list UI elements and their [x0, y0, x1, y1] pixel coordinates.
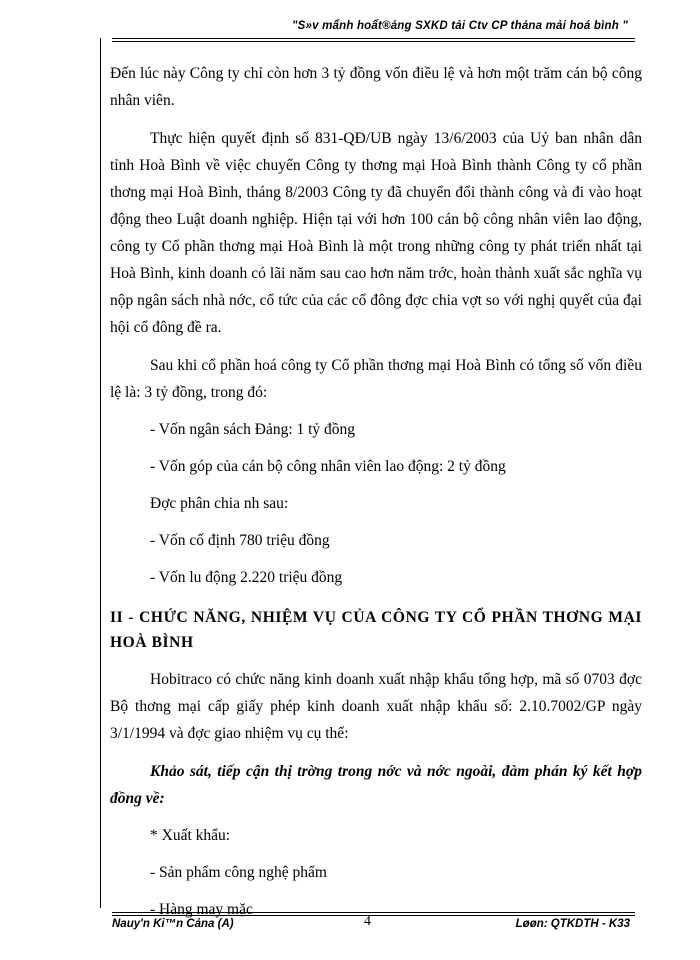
header-rule-thin — [112, 41, 635, 42]
header-rule — [112, 38, 635, 39]
left-margin-line — [100, 38, 101, 908]
page-number: 4 — [364, 914, 371, 929]
footer-rule-thin — [112, 915, 635, 916]
list-item: Đợc phân chia nh sau: — [150, 495, 289, 512]
footer-author: Nauy'n Ki™n Cảna (A) — [112, 918, 234, 930]
paragraph-4: Hobitraco có chức năng kinh doanh xuất nhập khẩu tổng hợp, mã số 0703 đợc Bộ thơng mại cấp giấy phép kinh doanh xuất nhập khẩu số: 2.10.7002/GP ngày 3/1/1994 và đợc giao nhiệm vụ cụ thể: — [110, 671, 642, 742]
paragraph-1: Đến lúc này Công ty chỉ còn hơn 3 tỷ đồng vốn điều lệ và hơn một trăm cán bộ công nhân viên. — [110, 65, 642, 109]
list-item: - Vốn lu động 2.220 triệu đồng — [150, 569, 343, 586]
list-item: - Sản phẩm công nghệ phẩm — [150, 864, 327, 881]
paragraph-3: Sau khi cổ phần hoá công ty Cổ phần thơng mại Hoà Bình có tổng số vốn điều lệ là: 3 tỷ đồng, trong đó: — [110, 357, 642, 401]
list-item: - Vốn góp của cán bộ công nhân viên lao động: 2 tỷ đồng — [150, 458, 506, 475]
paragraph-5: Khảo sát, tiếp cận thị trờng trong nớc và nớc ngoài, đàm phán ký kết hợp đồng về: — [110, 763, 642, 807]
footer-rule — [112, 912, 635, 913]
list-item: * Xuất khẩu: — [150, 827, 231, 844]
footer-class: Løøn: QTKDTH - K33 — [515, 918, 630, 930]
paragraph-2: Thực hiện quyết định số 831-QĐ/UB ngày 13/6/2003 của Uỷ ban nhân dân tỉnh Hoà Bình về việc chuyển Công ty thơng mại Hoà Bình thành Công ty cổ phần thơng mại Hoà Bình, tháng 8/2003 Công ty đã chuyển đổi thành công và đi vào hoạt động theo Luật doanh nghiệp. Hiện tại với hơn 100 cán bộ công nhân viên lao động, công ty Cổ phần thơng mại Hoà Bình là một trong những công ty phát triển nhất tại Hoà Bình, kinh doanh có lãi năm sau cao hơn năm trớc, hoàn thành xuất sắc nghĩa vụ nộp ngân sách nhà nớc, cổ tức của các cổ đông đợc chia vợt so với nghị quyết của đại hội cổ đông đề ra. — [110, 130, 642, 336]
list-item: - Vốn cố định 780 triệu đồng — [150, 532, 330, 549]
running-header: "S»v mẩnh hoẩt®ảng SXKD tải Ctv CP thảna mải hoá bình " — [291, 20, 628, 32]
list-item: - Hàng may mặc — [150, 901, 253, 918]
body-text — [110, 60, 642, 923]
list-item: - Vốn ngân sách Đảng: 1 tỷ đồng — [150, 421, 356, 438]
section-heading: II - CHỨC NĂNG, NHIỆM VỤ CỦA CÔNG TY CỔ PHẦN THƠNG MẠI HOÀ BÌNH — [110, 609, 642, 651]
